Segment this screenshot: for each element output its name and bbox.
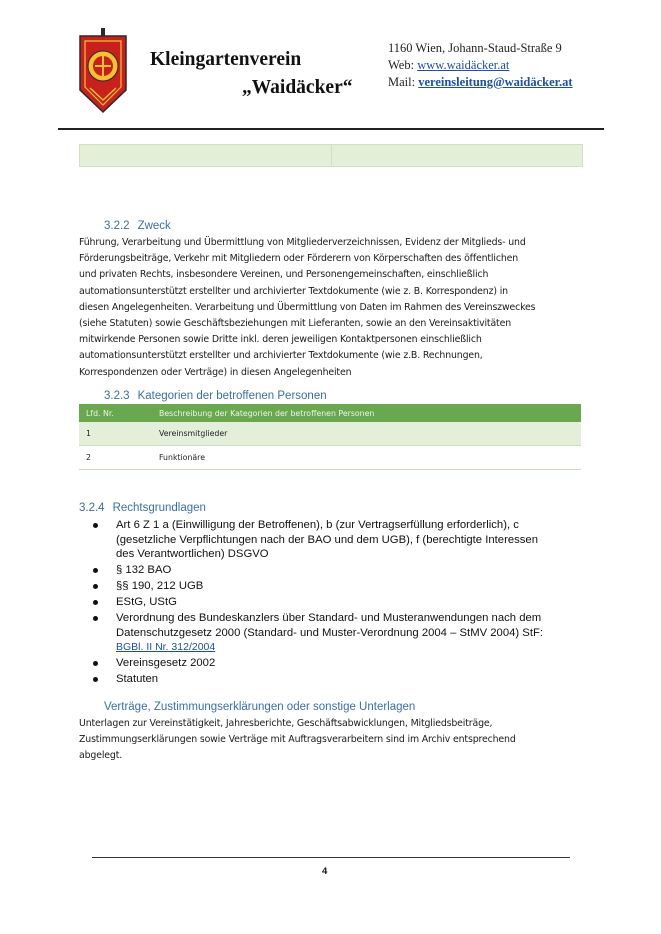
org-name-line2: „Waidäcker“ xyxy=(242,77,353,98)
text-line: abgelegt. xyxy=(79,750,123,762)
mail-line xyxy=(388,74,573,91)
text-line: (gesetzliche Verpflichtungen nach der BAO und dem UGB), f (berechtigte Interessen xyxy=(116,533,538,546)
contact-block xyxy=(388,40,573,91)
section-number: 3.2.4 xyxy=(79,502,105,514)
text-line: Führung, Verarbeitung und Übermittlung von Mitgliederverzeichnissen, Evidenz der Mitglieds- und xyxy=(79,237,526,248)
bullet-icon xyxy=(93,584,98,589)
text-line: des Verantwortlichen) DSGVO xyxy=(116,548,269,561)
section-title: Kategorien der betroffenen Personen xyxy=(137,390,327,402)
text-line: Art 6 Z 1 a (Einwilligung der Betroffenen), b (zur Vertragserfüllung erforderlich), c xyxy=(116,519,519,531)
text-line: automationsunterstützt erstellter und archivierter Textdokumente (wie z.B. Rechnungen, xyxy=(79,350,483,362)
list-item xyxy=(90,595,588,610)
web-line xyxy=(388,57,573,74)
bullet-icon xyxy=(93,523,98,528)
header-divider xyxy=(58,128,604,130)
mail-link[interactable]: vereinsleitung@waidäcker.at xyxy=(418,75,573,89)
list-item xyxy=(90,656,588,671)
bgbl-link[interactable]: BGBl. II Nr. 312/2004 xyxy=(116,641,216,654)
table-cell: Funktionäre xyxy=(152,446,581,470)
text-line: Datenschutzgesetz 2000 (Standard- und Muster-Verordnung 2004 – StMV 2004) StF: xyxy=(116,626,544,639)
text-line: Korrespondenzen oder Verträge) in diesen Angelegenheiten xyxy=(79,366,352,378)
club-pennant-logo-icon xyxy=(78,28,128,114)
list-item xyxy=(90,579,588,594)
text-line: automationsunterstützt erstellter und archivierter Textdokumente (wie z. B. Korrespondenz) in xyxy=(79,285,508,297)
column-header: Lfd. Nr. xyxy=(79,404,152,422)
section-title: Rechtsgrundlagen xyxy=(112,502,206,514)
text-line: Förderungsbeiträge, Verkehr mit Mitgliedern oder Förderern von Körperschaften des öffentlichen xyxy=(79,253,519,265)
table-cell: 2 xyxy=(79,446,152,470)
section-number: 3.2.3 xyxy=(104,390,130,402)
text-line: EStG, UStG xyxy=(116,596,177,609)
bullet-icon xyxy=(93,568,98,573)
footer-divider xyxy=(92,857,570,858)
section-title: Zweck xyxy=(137,220,171,232)
mail-label: Mail: xyxy=(388,75,416,89)
org-name-line1: Kleingartenverein xyxy=(150,49,302,70)
text-line: § 132 BAO xyxy=(116,564,172,577)
list-item xyxy=(90,611,588,655)
text-line: Vereinsgesetz 2002 xyxy=(116,657,216,670)
text-line: Statuten xyxy=(116,673,159,686)
column-header: Beschreibung der Kategorien der betroffenen Personen xyxy=(152,404,581,422)
bullet-icon xyxy=(93,677,98,682)
bullet-icon xyxy=(93,600,98,605)
section-number: 3.2.2 xyxy=(104,220,130,232)
zweck-paragraph xyxy=(79,235,587,381)
table-row xyxy=(79,446,581,470)
continued-table-row xyxy=(79,144,583,167)
list-item xyxy=(90,672,588,687)
text-line: (siehe Statuten) sowie Geschäftsbeziehungen mit Lieferanten, sowie an den Vereinsaktivitäten xyxy=(79,318,511,330)
section-heading-rechtsgrundlagen xyxy=(79,502,206,514)
text-line: und privaten Rechts, insbesondere Vereinen, und Personengemeinschaften, einschließlich xyxy=(79,269,489,281)
categories-table xyxy=(79,404,581,470)
table-row xyxy=(79,422,581,446)
legal-basis-list xyxy=(90,518,588,688)
section-heading-unterlagen: Verträge, Zustimmungserklärungen oder sonstige Unterlagen xyxy=(104,701,416,713)
text-line: Unterlagen zur Vereinstätigkeit, Jahresberichte, Geschäftsabwicklungen, Mitgliedsbeiträge, xyxy=(79,718,493,729)
section-heading-zweck xyxy=(104,220,171,232)
web-link[interactable]: www.waidäcker.at xyxy=(417,58,510,72)
web-label: Web: xyxy=(388,58,415,72)
text-line: Verordnung des Bundeskanzlers über Standard- und Musteranwendungen nach dem xyxy=(116,612,542,625)
text-line: mitwirkende Personen sowie Dritte inkl. deren jeweiligen Kontaktpersonen einschließlich xyxy=(79,334,482,346)
text-line: §§ 190, 212 UGB xyxy=(116,580,204,593)
text-line: Zustimmungserklärungen sowie Verträge mit Auftragsverarbeitern sind im Archiv entsprechend xyxy=(79,734,516,746)
section-heading-kategorien xyxy=(104,390,327,402)
table-header-row xyxy=(79,404,581,422)
page-number: 4 xyxy=(322,866,328,877)
table-cell xyxy=(80,145,332,166)
list-item xyxy=(90,563,588,578)
address: 1160 Wien, Johann-Staud-Straße 9 xyxy=(388,41,562,55)
unterlagen-paragraph xyxy=(79,716,587,765)
table-cell xyxy=(332,145,582,166)
bullet-icon xyxy=(93,661,98,666)
list-item xyxy=(90,518,588,562)
text-line: diesen Angelegenheiten. Verarbeitung und Übermittlung von Daten im Rahmen des Vereinszweckes xyxy=(79,301,536,313)
table-cell: 1 xyxy=(79,422,152,446)
table-cell: Vereinsmitglieder xyxy=(152,422,581,446)
bullet-icon xyxy=(93,616,98,621)
